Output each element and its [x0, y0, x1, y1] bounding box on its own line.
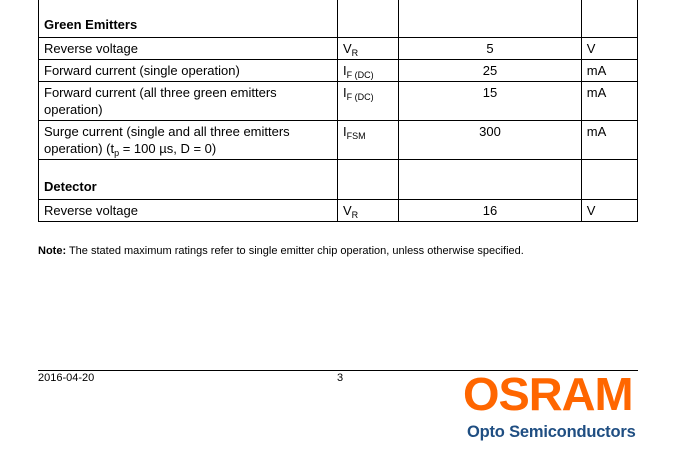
parameter-cell: Reverse voltage — [39, 38, 338, 60]
note-text: The stated maximum ratings refer to single emitter chip operation, unless otherwise specified. — [66, 245, 524, 257]
value-cell: 15 — [399, 82, 582, 121]
value-cell: 5 — [399, 38, 582, 60]
symbol-cell: $I_{F (DC)}$ — [337, 60, 398, 82]
table-row — [39, 82, 638, 121]
value-cell: 300 — [399, 121, 582, 160]
parameter-cell: Forward current (all three green emitters operation) — [39, 82, 338, 121]
table-row — [39, 121, 638, 160]
table-row — [39, 38, 638, 60]
logo-tagline: Opto Semiconductors — [467, 423, 636, 441]
unit-cell: mA — [581, 82, 637, 121]
symbol-cell: $V_R$ — [337, 38, 398, 60]
page-number: 3 — [337, 372, 344, 384]
osram-logo — [463, 368, 648, 442]
parameter-cell: Forward current (single operation) — [39, 60, 338, 82]
ratings-note — [38, 244, 524, 258]
section-header-row — [39, 160, 638, 200]
unit-cell: V — [581, 38, 637, 60]
footer-date: 2016-04-20 — [38, 372, 95, 384]
symbol-cell: $I_{F (DC)}$ — [337, 82, 398, 121]
section-title: Detector — [39, 160, 338, 200]
maximum-ratings-table — [38, 0, 638, 222]
section-title: Green Emitters — [39, 0, 338, 38]
symbol-cell: $I_{FSM}$ — [337, 121, 398, 160]
table-row — [39, 200, 638, 222]
parameter-cell: Reverse voltage — [39, 200, 338, 222]
table-row — [39, 60, 638, 82]
unit-cell: mA — [581, 121, 637, 160]
section-header-row — [39, 0, 638, 38]
note-label: Note: — [38, 245, 67, 257]
symbol-cell: $V_R$ — [337, 200, 398, 222]
parameter-cell: Surge current (single and all three emitters operation) ($t_p = 100$ µs, D = 0) — [39, 121, 338, 160]
value-cell: 25 — [399, 60, 582, 82]
unit-cell: mA — [581, 60, 637, 82]
value-cell: 16 — [399, 200, 582, 222]
unit-cell: V — [581, 200, 637, 222]
logo-wordmark: OSRAM — [463, 368, 633, 420]
